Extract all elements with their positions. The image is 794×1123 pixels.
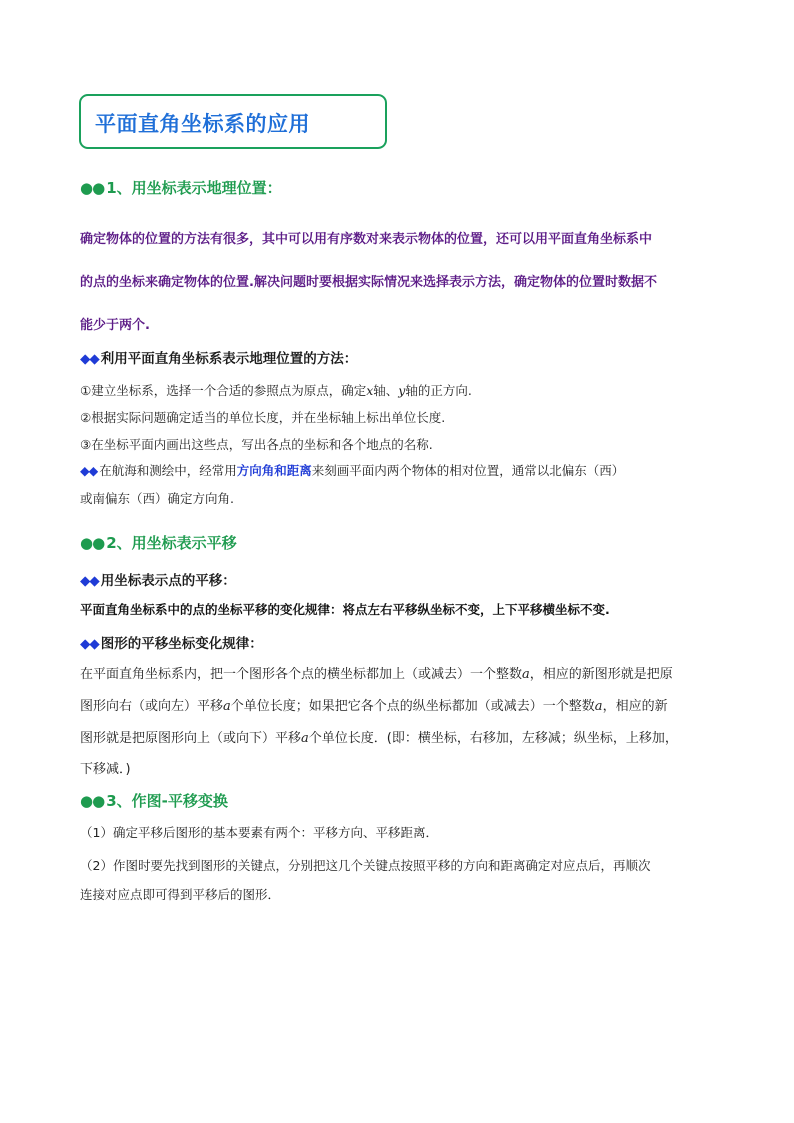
note-line-2: 或南偏东（西）确定方向角. [80,491,234,506]
var-y: y [398,383,406,398]
var-a: a [301,731,309,746]
shape-rule-2b: 个单位长度；如果把它各个点的纵坐标都加（或减去）一个整数 [230,699,595,714]
shape-rule-line-4: 下移减．) [80,762,131,777]
shape-translation-heading-text: 图形的平移坐标变化规律： [100,636,263,652]
section1-heading-text: 1、用坐标表示地理位置： [106,179,282,197]
section3-item-2-line-2: 连接对应点即可得到平移后的图形． [80,887,281,902]
section2-heading-text: 2、用坐标表示平移 [106,534,237,552]
bullet-diamonds-icon: ◆◆ [80,351,99,367]
shape-rule-1b: ，相应的新图形就是把原 [529,667,673,682]
var-a: a [522,667,530,682]
section1-heading [80,177,282,198]
step-1 [80,381,472,399]
step-2: ②根据实际问题确定适当的单位长度，并在坐标轴上标出单位长度. [80,410,446,425]
page-title: 平面直角坐标系的应用 [95,112,310,136]
shape-rule-1a: 在平面直角坐标系内，把一个图形各个点的横坐标都加上（或减去）一个整数 [80,667,523,682]
shape-rule-3a: 图形就是把原图形向上（或向下）平移 [80,731,302,746]
section3-item-2-line-1: （2）作图时要先找到图形的关键点，分别把这几个关键点按照平移的方向和距离确定对应点后，再顺次 [80,858,651,873]
var-a: a [223,699,231,714]
shape-translation-heading [80,632,263,652]
step-1-text-b: 轴、 [373,383,399,398]
method-heading [80,347,357,367]
bullet-circles-icon: ●● [80,179,105,197]
note-text-b: 来刻画平面内两个物体的相对位置，通常以北偏东（西） [311,463,625,478]
bullet-diamonds-icon: ◆◆ [80,636,99,652]
intro-line-2: 的点的坐标来确定物体的位置.解决问题时要根据实际情况来选择表示方法，确定物体的位置时数据不 [80,275,657,290]
shape-rule-3b: 个单位长度．(即：横坐标，右移加，左移减；纵坐标，上移加， [308,731,678,746]
step-1-text-c: 轴的正方向. [405,383,472,398]
intro-line-1: 确定物体的位置的方法有很多，其中可以用有序数对来表示物体的位置，还可以用平面直角坐标系中 [80,232,653,247]
shape-rule-line-2 [80,695,668,714]
shape-rule-line-3 [80,727,678,746]
shape-rule-2c: ，相应的新 [602,699,668,714]
section3-item-1: （1）确定平移后图形的基本要素有两个：平移方向、平移距离． [80,825,438,840]
method-heading-text: 利用平面直角坐标系表示地理位置的方法： [100,351,358,367]
bullet-circles-icon: ●● [80,534,105,552]
section2-heading [80,532,237,553]
var-a: a [594,699,603,714]
section3-heading-text: 3、作图-平移变换 [106,792,228,810]
note-emphasis: 方向角和距离 [236,463,312,478]
shape-rule-line-1 [80,663,673,682]
step-1-text-a: ①建立坐标系，选择一个合适的参照点为原点，确定 [80,383,367,398]
bullet-diamonds-icon: ◆◆ [80,463,98,478]
point-translation-heading-text: 用坐标表示点的平移： [100,573,236,589]
section3-heading [80,790,228,811]
note-text-a: 在航海和测绘中，经常用 [99,463,237,478]
note-line-1 [80,461,624,479]
bullet-circles-icon: ●● [80,792,105,810]
point-translation-rule: 平面直角坐标系中的点的坐标平移的变化规律：将点左右平移纵坐标不变，上下平移横坐标不变. [80,602,610,617]
intro-line-3: 能少于两个. [80,318,150,333]
title-box [79,94,387,149]
shape-rule-2a: 图形向右（或向左）平移 [80,699,224,714]
step-3: ③在坐标平面内画出这些点，写出各点的坐标和各个地点的名称. [80,437,433,452]
var-x: x [366,383,374,398]
point-translation-heading [80,569,236,589]
bullet-diamonds-icon: ◆◆ [80,573,99,589]
